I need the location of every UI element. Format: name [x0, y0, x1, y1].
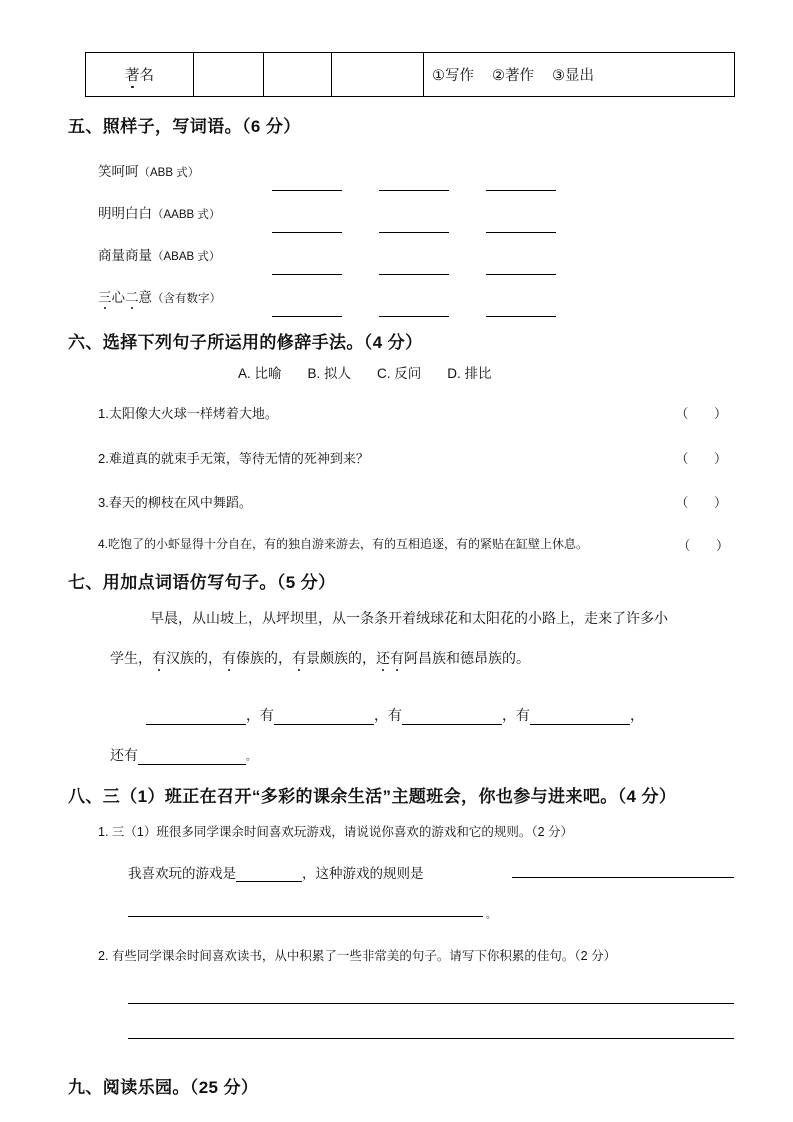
write-blank[interactable]: [512, 877, 734, 878]
section-7-example-line-1: 早晨，从山坡上，从坪坝里，从一条条开着绒球花和太阳花的小路上，走来了许多小: [150, 610, 668, 626]
dotted-char: 三: [98, 286, 112, 306]
section-5-row-2-label: [98, 202, 250, 222]
table-cell-blank-1[interactable]: [194, 53, 264, 97]
item-number: 4.: [98, 537, 109, 551]
period: 。: [246, 752, 256, 763]
item-number: 3.: [98, 495, 109, 510]
dotted-char: 二: [125, 286, 139, 306]
write-blank[interactable]: [272, 262, 342, 275]
section-5-pattern-4: （含有数字）: [152, 293, 221, 305]
table-cell-word: 著名: [86, 53, 194, 97]
write-blank[interactable]: [486, 220, 556, 233]
section-5-blanks-3: [272, 257, 556, 275]
write-blank[interactable]: [379, 262, 449, 275]
connector: ，有: [374, 707, 402, 723]
section-6-item-4: [98, 535, 738, 552]
section-8-heading: 八、三（1）班正在召开“多彩的课余生活”主题班会，你也参与进来吧。（4 分）: [68, 787, 677, 806]
section-6-options: [238, 362, 518, 382]
section-5-blanks-1: [272, 173, 556, 191]
write-blank[interactable]: [128, 1038, 734, 1039]
write-blank[interactable]: [128, 1003, 734, 1004]
dotted-char: 有: [390, 650, 404, 666]
period: 。: [486, 910, 496, 921]
section-5-row-4-label: [98, 286, 250, 306]
section-7-answer-line-2: [110, 745, 256, 765]
section-6-item-1: [98, 403, 738, 422]
write-blank[interactable]: [128, 916, 483, 917]
section-7-answer-line-1: [146, 705, 644, 725]
section-7-heading: 七、用加点词语仿写句子。（5 分）: [68, 573, 336, 592]
table-cell-blank-2[interactable]: [264, 53, 332, 97]
option-a[interactable]: A. 比喻: [238, 366, 282, 381]
item-number: 2.: [98, 451, 109, 466]
option-2[interactable]: ②著作: [492, 68, 534, 84]
write-blank[interactable]: [379, 304, 449, 317]
write-blank[interactable]: [272, 304, 342, 317]
section-8-answer-line-1: [128, 862, 424, 882]
word-choice-table-container: [85, 52, 735, 97]
section-5-pattern-1: （ABB 式）: [138, 167, 200, 179]
section-6-item-3: [98, 492, 738, 511]
example-part: 阿昌族和德昂族的。: [404, 650, 530, 666]
answer-prefix: 我喜欢玩的游戏是: [128, 866, 236, 881]
dotted-char: 著: [125, 64, 140, 85]
section-5-blanks-2: [272, 215, 556, 233]
write-blank[interactable]: [486, 178, 556, 191]
section-5-blanks-4: [272, 299, 556, 317]
section-6-item-2: [98, 448, 738, 467]
write-blank[interactable]: [379, 220, 449, 233]
item-number: 1.: [98, 406, 109, 421]
option-c[interactable]: C. 反问: [377, 366, 422, 381]
word-choice-table: [85, 52, 735, 97]
example-part: 学生，: [110, 650, 152, 666]
section-8-question-2: 2. 有些同学课余时间喜欢读书，从中积累了一些非常美的句子。请写下你积累的佳句。（2 分）: [98, 949, 617, 963]
dotted-char: 还: [376, 650, 390, 666]
option-b[interactable]: B. 拟人: [307, 366, 352, 381]
connector-last: 还有: [110, 747, 138, 763]
answer-middle: ，这种游戏的规则是: [302, 866, 424, 881]
section-5-example-4: 三心二意: [98, 290, 152, 305]
item-text: 太阳像大火球一样烤着大地。: [108, 406, 278, 421]
write-blank[interactable]: [486, 304, 556, 317]
section-5-example-1: 笑呵呵: [98, 164, 139, 179]
table-cell-options: [424, 53, 735, 97]
section-6-heading: 六、选择下列句子所运用的修辞手法。（4 分）: [68, 333, 423, 352]
section-5-example-2: 明明白白: [98, 206, 152, 221]
dotted-char: 有: [222, 650, 236, 666]
answer-parenthesis[interactable]: （ ）: [675, 495, 738, 510]
write-blank[interactable]: [274, 712, 374, 725]
write-blank[interactable]: [379, 178, 449, 191]
connector: ，有: [502, 707, 530, 723]
write-blank[interactable]: [146, 712, 246, 725]
connector: ，: [630, 707, 644, 723]
option-d[interactable]: D. 排比: [447, 366, 492, 381]
write-blank[interactable]: [272, 178, 342, 191]
section-5-pattern-3: （ABAB 式）: [152, 251, 221, 263]
option-1[interactable]: ①写作: [432, 68, 474, 84]
dotted-char: 有: [292, 650, 306, 666]
answer-parenthesis[interactable]: （ ）: [677, 538, 740, 553]
section-5-row-1-label: [98, 160, 250, 180]
connector: ，有: [246, 707, 274, 723]
item-text: 难道真的就束手无策，等待无情的死神到来？: [108, 451, 369, 466]
write-blank[interactable]: [402, 712, 502, 725]
write-blank[interactable]: [272, 220, 342, 233]
example-part: 汉族的，: [166, 650, 222, 666]
table-row: [86, 53, 735, 97]
write-blank[interactable]: [236, 869, 302, 882]
write-blank[interactable]: [138, 752, 246, 765]
section-5-example-3: 商量商量: [98, 248, 152, 263]
write-blank[interactable]: [530, 712, 630, 725]
section-8-question-1: 1. 三（1）班很多同学课余时间喜欢玩游戏，请说说你喜欢的游戏和它的规则。（2 分）: [98, 825, 574, 839]
example-part: 傣族的，: [236, 650, 292, 666]
item-text: 春天的柳枝在风中舞蹈。: [108, 495, 252, 510]
section-5-row-3-label: [98, 244, 250, 264]
example-part: 景颇族的，: [306, 650, 376, 666]
section-5-pattern-2: （AABB 式）: [152, 209, 221, 221]
dotted-char: 有: [152, 650, 166, 666]
item-text: 吃饱了的小虾显得十分自在，有的独自游来游去，有的互相追逐，有的紧贴在缸壁上休息。: [108, 537, 589, 551]
section-7-example-line-2: [110, 648, 530, 668]
section-5-heading: 五、照样子，写词语。（6 分）: [68, 117, 301, 136]
write-blank[interactable]: [486, 262, 556, 275]
option-3[interactable]: ③显出: [552, 68, 594, 84]
answer-parenthesis[interactable]: （ ）: [675, 406, 738, 421]
answer-parenthesis[interactable]: （ ）: [675, 451, 738, 466]
section-9-heading: 九、阅读乐园。（25 分）: [68, 1078, 259, 1097]
table-cell-blank-3[interactable]: [332, 53, 424, 97]
